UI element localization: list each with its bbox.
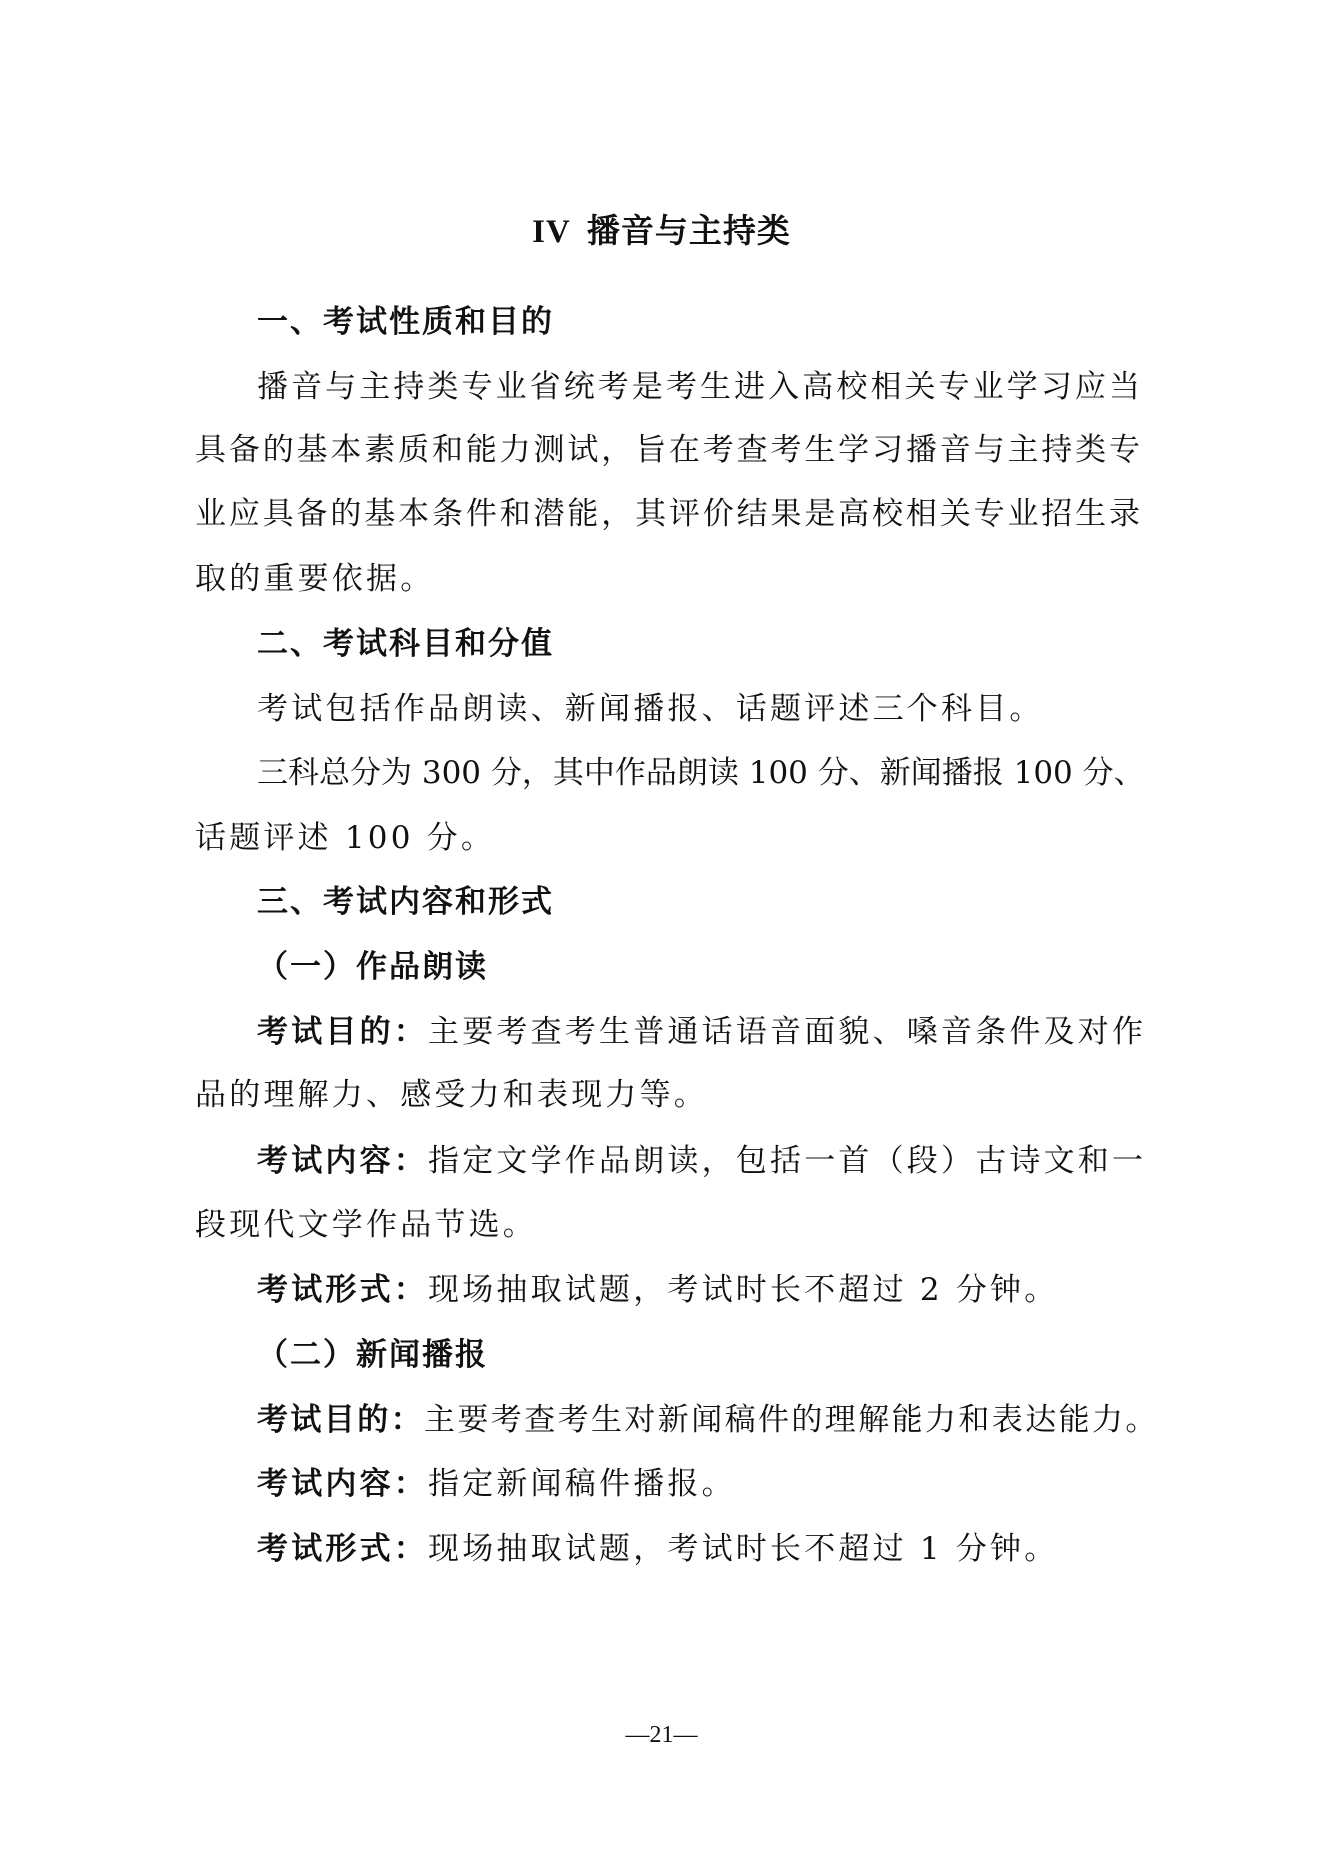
paragraph-line: 取的重要依据。 [195,561,435,597]
paragraph-text: 主要考查考生普通话语音面貌、嗓音条件及对作 [428,1014,1147,1050]
section-1-heading: 一、考试性质和目的 [257,304,554,340]
paragraph-text: 现场抽取试题，考试时长不超过 1 分钟。 [428,1531,1059,1567]
label: 考试目的： [257,1402,424,1438]
label: 考试形式： [257,1272,428,1308]
title-roman-numeral: IV [532,214,571,250]
paragraph-line: 话题评述 100 分。 [195,820,496,856]
section-2-heading: 二、考试科目和分值 [257,626,554,662]
paragraph-line [257,1458,1202,1503]
paragraph-text: 指定新闻稿件播报。 [428,1466,736,1502]
paragraph-line [257,1523,1202,1568]
paragraph-line: 业应具备的基本条件和潜能，其评价结果是高校相关专业招生录 [195,496,1140,532]
paragraph-line: 考试包括作品朗读、新闻播报、话题评述三个科目。 [257,691,1044,727]
paragraph-line [257,1135,1202,1180]
paragraph-line: 段现代文学作品节选。 [195,1207,537,1243]
paragraph-line [257,1264,1202,1309]
paragraph-text: 现场抽取试题，考试时长不超过 2 分钟。 [428,1272,1059,1308]
title-text: 播音与主持类 [586,211,791,250]
paragraph-line: 三科总分为 300 分，其中作品朗读 100 分、新闻播报 100 分、 [257,755,1145,791]
label: 考试内容： [257,1466,428,1502]
paragraph-line: 播音与主持类专业省统考是考生进入高校相关专业学习应当 [257,369,1140,405]
paragraph-text: 指定文学作品朗读，包括一首（段）古诗文和一 [428,1143,1147,1179]
label: 考试目的： [257,1014,428,1050]
label: 考试形式： [257,1531,428,1567]
paragraph-text: 主要考查考生对新闻稿件的理解能力和表达能力。 [424,1402,1159,1438]
paragraph-line [257,1006,1202,1051]
page-number: —21— [625,1722,698,1748]
paragraph-line [257,1394,1202,1439]
paragraph-line: 具备的基本素质和能力测试，旨在考查考生学习播音与主持类专 [195,432,1140,468]
page-title [0,205,1323,252]
subsection-2-heading: （二）新闻播报 [257,1337,488,1373]
section-3-heading: 三、考试内容和形式 [257,884,554,920]
label: 考试内容： [257,1143,428,1179]
subsection-1-heading: （一）作品朗读 [257,949,488,985]
paragraph-line: 品的理解力、感受力和表现力等。 [195,1077,708,1113]
